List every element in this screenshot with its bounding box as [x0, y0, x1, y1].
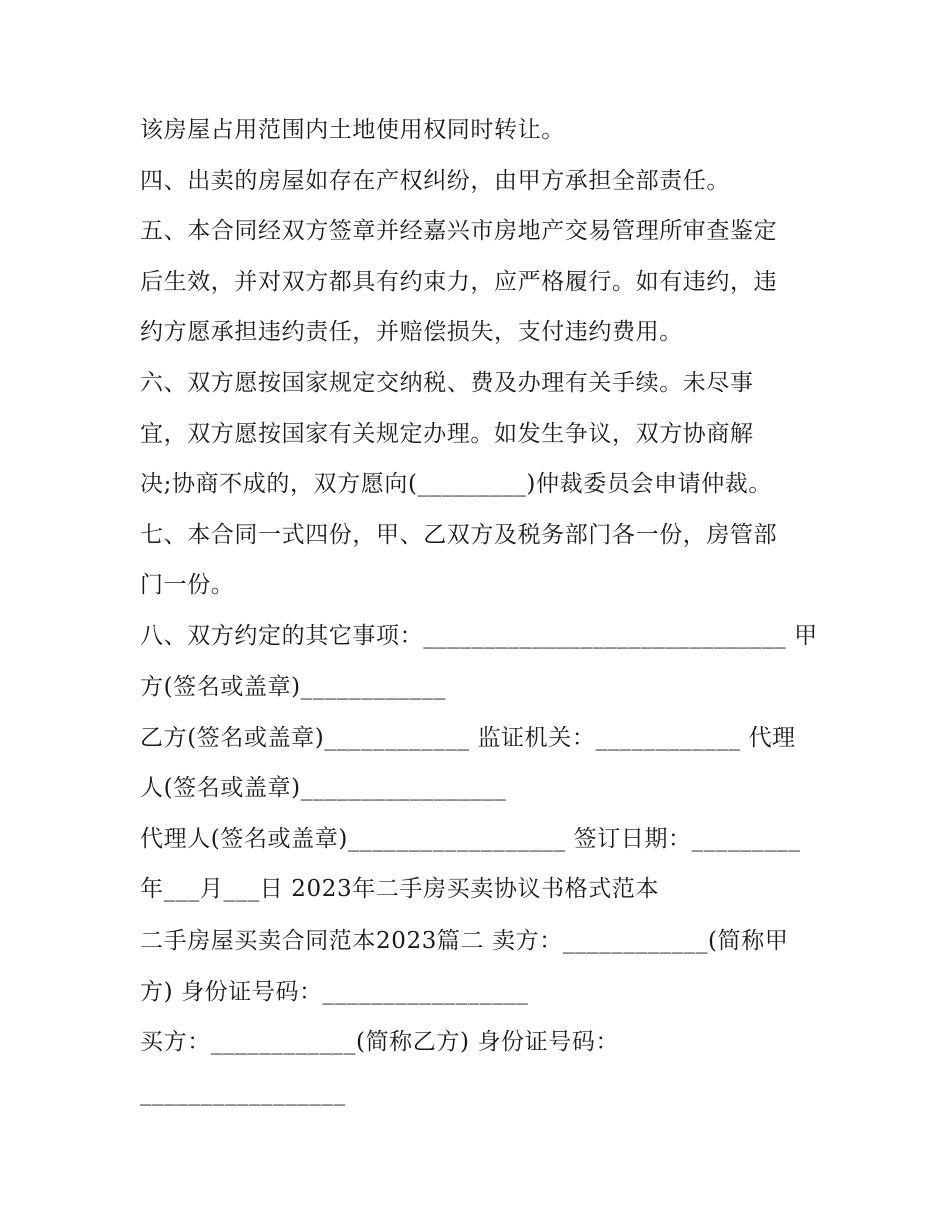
- text-line: 年___月___日 2023年二手房买卖协议书格式范本: [140, 876, 660, 902]
- text-line: 六、双方愿按国家规定交纳税、费及办理有关手续。未尽事: [140, 370, 754, 396]
- text-line: 五、本合同经双方签章并经嘉兴市房地产交易管理所审查鉴定: [140, 218, 778, 244]
- text-line: 决;协商不成的，双方愿向(_________)仲裁委员会申请仲裁。: [140, 471, 772, 497]
- text-line: 后生效，并对双方都具有约束力，应严格履行。如有违约，违: [140, 269, 778, 295]
- text-line: 代理人(签名或盖章)__________________ 签订日期：_________: [140, 826, 801, 852]
- text-line: 该房屋占用范围内土地使用权同时转让。: [140, 117, 565, 143]
- text-line: 八、双方约定的其它事项：______________________________ 甲: [140, 623, 818, 649]
- text-line: 乙方(签名或盖章)____________ 监证机关：____________ 代理: [140, 725, 796, 751]
- text-line: 七、本合同一式四份，甲、乙双方及税务部门各一份，房管部: [140, 522, 778, 548]
- text-line: _________________: [140, 1080, 346, 1106]
- text-line: 二手房屋买卖合同范本2023篇二 卖方：____________(简称甲: [140, 928, 789, 954]
- text-line: 买方：____________(简称乙方) 身份证号码：: [140, 1029, 620, 1055]
- text-line: 门一份。: [140, 572, 235, 598]
- text-line: 人(签名或盖章)_________________: [140, 775, 507, 801]
- text-line: 四、出卖的房屋如存在产权纠纷，由甲方承担全部责任。: [140, 168, 730, 194]
- text-line: 方(签名或盖章)____________: [140, 674, 446, 700]
- text-line: 约方愿承担违约责任，并赔偿损失，支付违约费用。: [140, 319, 683, 345]
- text-line: 宜，双方愿按国家有关规定办理。如发生争议，双方协商解: [140, 421, 754, 447]
- text-line: 方) 身份证号码：_________________: [140, 979, 529, 1005]
